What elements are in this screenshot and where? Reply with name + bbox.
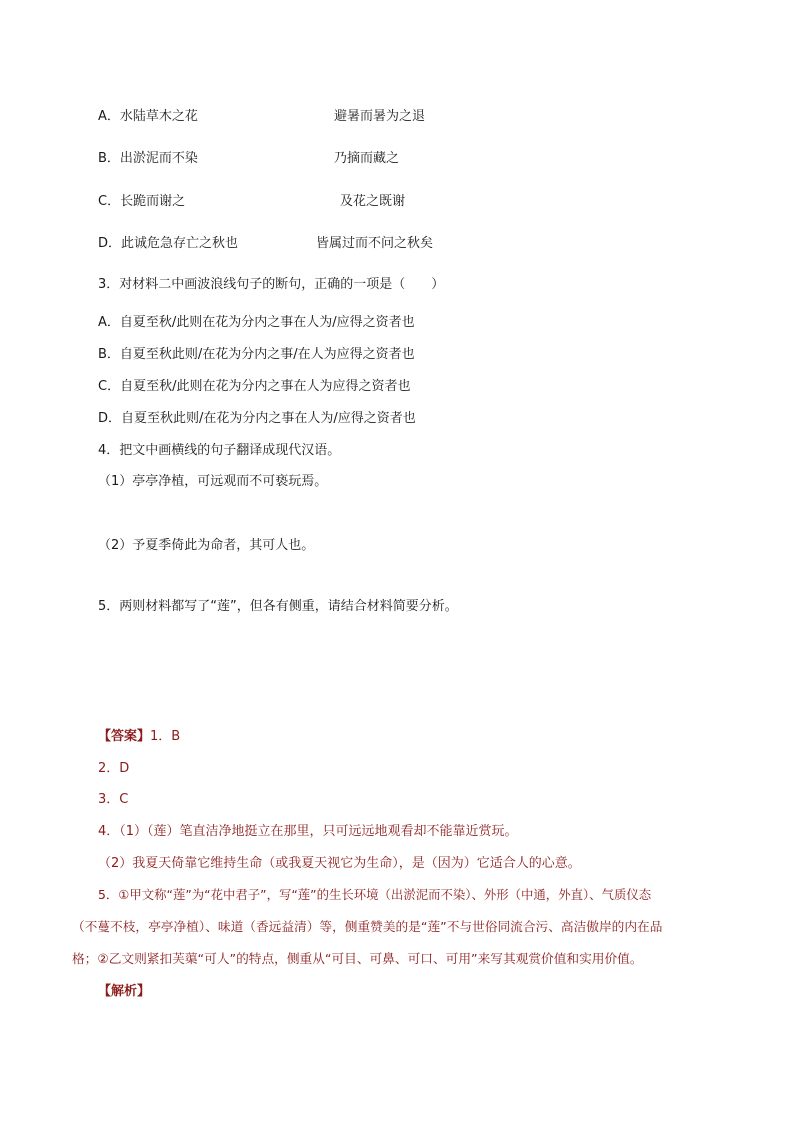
q3-option-d: D．自夏至秋此则/在花为分内之事在人为/应得之资者也 xyxy=(98,411,416,426)
q2-option-a-left: A．水陆草木之花 xyxy=(98,109,198,124)
answer-tag: 【答案】 xyxy=(98,729,151,744)
q3-stem: 3．对材料二中画波浪线句子的断句，正确的一项是（ ） xyxy=(98,277,445,292)
q2-option-b-right: 乃摘而藏之 xyxy=(334,151,400,166)
q2-option-b-left: B．出淤泥而不染 xyxy=(98,151,198,166)
q2-option-d-left: D．此诚危急存亡之秋也 xyxy=(98,236,239,251)
q2-option-c-right: 及花之既谢 xyxy=(340,194,406,209)
q3-option-a: A．自夏至秋/此则在花为分内之事在人为/应得之资者也 xyxy=(98,315,415,330)
answer-1: 1．B xyxy=(150,729,181,744)
q2-option-c-left: C．长跪而谢之 xyxy=(98,194,186,209)
q3-option-b: B．自夏至秋此则/在花为分内之事/在人为应得之资者也 xyxy=(98,347,415,362)
answer-4-2: （2）我夏天倚靠它维持生命（或我夏天视它为生命），是（因为）它适合人的心意。 xyxy=(98,856,581,871)
answer-4-1: 4．（1）（莲）笔直洁净地挺立在那里，只可远远地观看却不能靠近赏玩。 xyxy=(98,824,518,839)
answer-line-1 xyxy=(98,728,180,746)
q3-option-c: C．自夏至秋/此则在花为分内之事在人为应得之资者也 xyxy=(98,379,411,394)
answer-5-line-2: （不蔓不枝，亭亭净植）、味道（香远益清）等，侧重赞美的是“莲”不与世俗同流合污、高洁傲岸的内在品 xyxy=(72,919,663,934)
q2-option-a-right: 避暑而暑为之退 xyxy=(334,109,426,124)
analysis-tag: 【解析】 xyxy=(98,984,151,999)
answer-2: 2．D xyxy=(98,761,130,776)
q4-item-2: （2）予夏季倚此为命者，其可人也。 xyxy=(98,538,315,553)
q5-stem: 5．两则材料都写了“莲”，但各有侧重，请结合材料简要分析。 xyxy=(98,599,458,614)
answer-5-line-3: 格；②乙文则紧扣芙蕖“可人”的特点，侧重从“可目、可鼻、可口、可用”来写其观赏价值和实用价值。 xyxy=(72,951,643,966)
q4-item-1: （1）亭亭净植，可远观而不可亵玩焉。 xyxy=(98,474,328,489)
q2-option-d-right: 皆属过而不问之秋矣 xyxy=(316,236,434,251)
answer-5-line-1: 5．①甲文称“莲”为“花中君子”，写“莲”的生长环境（出淤泥而不染）、外形（中通，外直）、气质仪态 xyxy=(98,887,652,902)
q4-stem: 4．把文中画横线的句子翻译成现代汉语。 xyxy=(98,443,341,458)
answer-3: 3．C xyxy=(98,792,129,807)
